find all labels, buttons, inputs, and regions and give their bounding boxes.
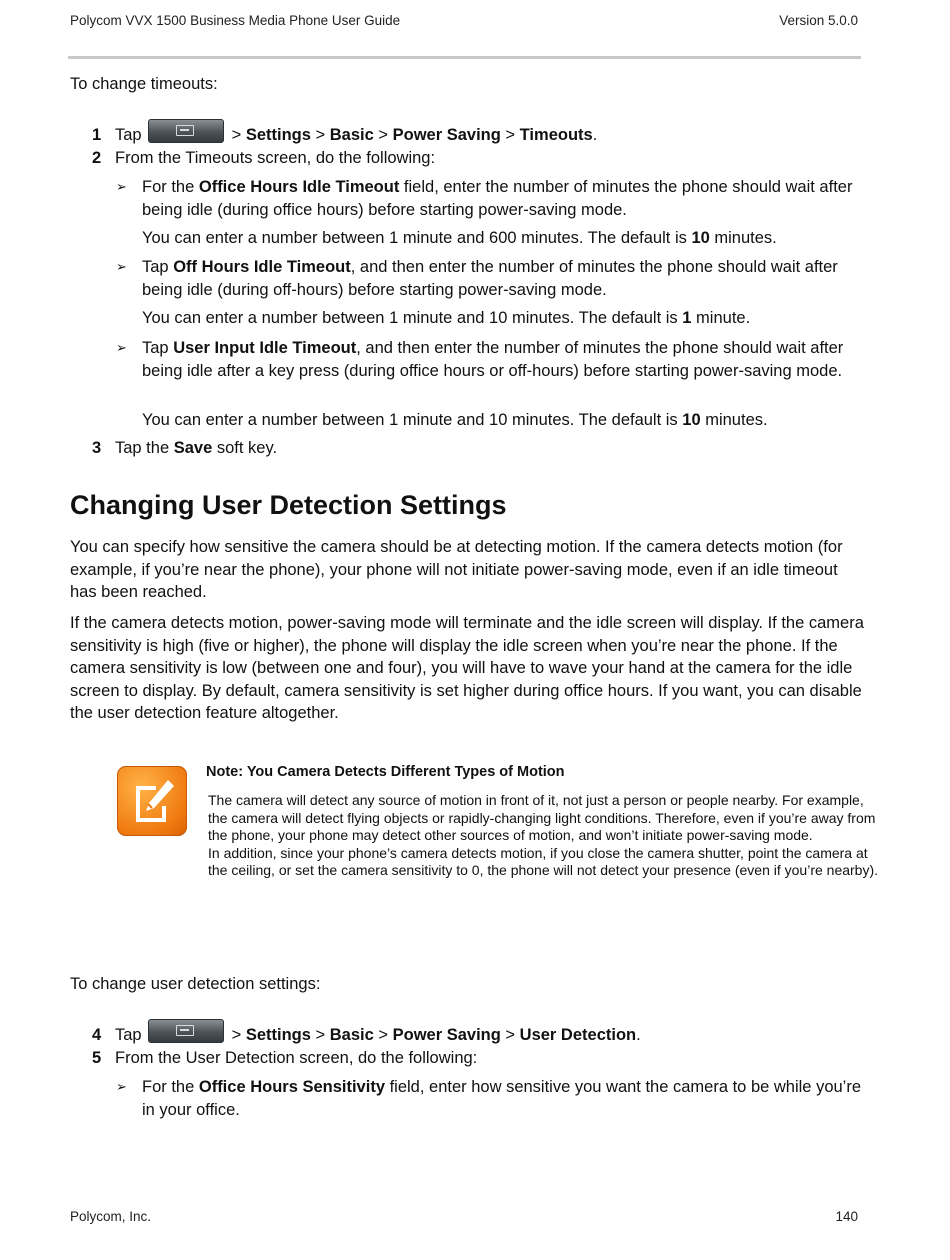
menu-key-icon (148, 119, 224, 143)
bullet-arrow-icon: ➢ (116, 259, 127, 274)
step-number: 1 (92, 126, 102, 144)
section-heading: Changing User Detection Settings (70, 490, 507, 520)
note-body (208, 792, 883, 880)
step-5: 5 From the User Detection screen, do the following: (92, 1049, 478, 1067)
timeouts-intro: To change timeouts: (70, 75, 218, 93)
bullet-off-hours-detail: You can enter a number between 1 minute and 10 minutes. The default is 1 minute. (142, 309, 751, 327)
bullet-arrow-icon: ➢ (116, 340, 127, 355)
header-divider (68, 56, 861, 59)
note-pencil-icon (117, 766, 187, 836)
footer-company: Polycom, Inc. (70, 1209, 152, 1224)
section-paragraph-1: You can specify how sensitive the camera should be at detecting motion. If the camera detects motion (for example, if you’re near the phone), your phone will not initiate power-saving mode, even if an idle timeout has been reached. (70, 538, 843, 601)
bullet-arrow-icon: ➢ (116, 1079, 127, 1094)
step-4: 4 Tap > Settings > Basic > Power Saving > User Detection. (92, 1019, 641, 1047)
step-1: 1 Tap > Settings > Basic > Power Saving > Timeouts. (92, 119, 597, 147)
footer-page-number: 140 (835, 1209, 858, 1224)
note-title: Note: You Camera Detects Different Types of Motion (206, 764, 565, 780)
note-paragraph-1: The camera will detect any source of motion in front of it, not just a person or people nearby. For example, the camera will detect flying objects or rapidly-changing light conditions. Therefore, even if you’re away from the phone, your phone may detect other sources of motion, and won’t initiate power-saving mode. (208, 792, 876, 843)
bullet-arrow-icon: ➢ (116, 179, 127, 194)
bullet-user-input-detail: You can enter a number between 1 minute and 10 minutes. The default is 10 minutes. (142, 411, 768, 429)
header-title: Polycom VVX 1500 Business Media Phone User Guide (70, 13, 401, 28)
step-3: 3 Tap the Save soft key. (92, 439, 278, 457)
section-paragraph-2: If the camera detects motion, power-saving mode will terminate and the idle screen will display. If the camera sensitivity is high (five or higher), the phone will display the idle screen when you’re near the phone. If the camera sensitivity is low (between one and four), you will have to wave your hand at the camera for the idle screen to display. By default, camera sensitivity is set higher during office hours. If you want, you can disable the user detection feature altogether. (70, 614, 864, 722)
menu-key-icon (148, 1019, 224, 1043)
header-version: Version 5.0.0 (779, 13, 858, 28)
detection-intro: To change user detection settings: (70, 975, 321, 993)
note-paragraph-2: In addition, since your phone’s camera detects motion, if you close the camera shutter, point the camera at the ceiling, or set the camera sensitivity to 0, the phone will not detect your presence (even if you’re nearby). (208, 844, 879, 878)
step-2: 2 From the Timeouts screen, do the following: (92, 149, 436, 167)
bullet-office-hours-detail: You can enter a number between 1 minute and 600 minutes. The default is 10 minutes. (142, 229, 777, 247)
